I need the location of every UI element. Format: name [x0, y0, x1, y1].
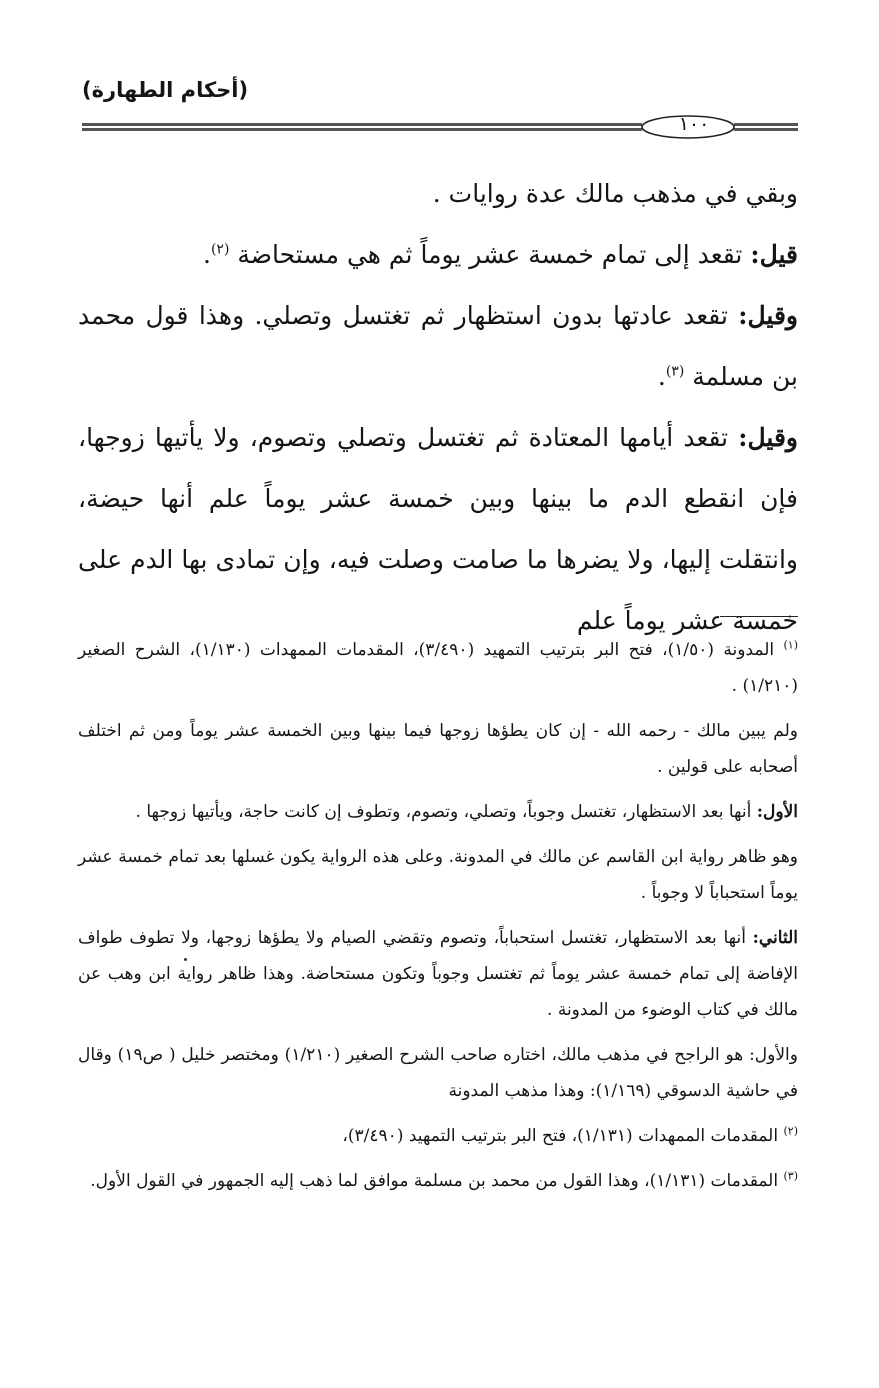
running-header: (أحكام الطهارة)	[82, 78, 249, 102]
footnote-ref: (٢)	[210, 241, 230, 258]
main-text	[78, 163, 798, 651]
footnote-lead: الثاني:	[752, 928, 798, 948]
footnote-3	[78, 1163, 798, 1199]
paragraph-lead: وقيل:	[738, 423, 798, 452]
footnote-1-explanation: وهو ظاهر رواية ابن القاسم عن مالك في المدونة. وعلى هذه الرواية يكون غسلها بعد تمام خمسة عشر يوماً استحباباً لا وجوباً .	[78, 847, 798, 903]
page-number: ١٠٠	[678, 113, 710, 135]
footnote-1	[78, 632, 798, 704]
footnote-2	[78, 1118, 798, 1154]
footnote-number: (١)	[783, 638, 798, 652]
paragraph-end: .	[657, 362, 666, 391]
footnote-text: أنها بعد الاستظهار، تغتسل استحباباً، وتصوم وتقضي الصيام ولا يطؤها زوجها، ولا تطوف طواف الإفاضة إلى تمام خمسة عشر يوماً ثم تغتسل وجوباً وتكون مستحاضة. وهذا ظاهر رواية ابن وهب عن مالك في كتاب الوضوء من المدونة .	[78, 928, 798, 1020]
print-speck	[184, 958, 187, 961]
paragraph-lead: قيل:	[750, 240, 798, 269]
paragraph-3	[78, 285, 798, 407]
footnote-text: المقدمات الممهدات (١/١٣١)، فتح البر بترتيب التمهيد (٣/٤٩٠)،	[342, 1126, 784, 1146]
paragraph-text: تقعد إلى تمام خمسة عشر يوماً ثم هي مستحاضة	[229, 240, 751, 269]
paragraph-text: تقعد عادتها بدون استظهار ثم تغتسل وتصلي. وهذا قول محمد بن مسلمة	[78, 301, 798, 391]
footnote-text: أنها بعد الاستظهار، تغتسل وجوباً، وتصلي، وتصوم، وتطوف إن كانت حاجة، ويأتيها زوجها .	[135, 802, 757, 822]
paragraph-text: تقعد أيامها المعتادة ثم تغتسل وتصلي وتصوم، ولا يأتيها زوجها، فإن انقطع الدم ما بينها وبين خمسة عشر يوماً علم أنها حيضة، وانتقلت إليها، ولا يضرها ما صامت وصلت فيه، وإن تمادى بها الدم على خمسة عشر يوماً علم	[78, 423, 798, 635]
paragraph-2	[78, 224, 798, 285]
footnote-1-first-opinion	[78, 794, 798, 830]
footnote-1-conclusion: والأول: هو الراجح في مذهب مالك، اختاره صاحب الشرح الصغير (١/٢١٠) ومختصر خليل ( ص١٩) وقال في حاشية الدسوقي (١/١٦٩): وهذا مذهب المدونة	[78, 1045, 798, 1101]
footnote-text: المقدمات (١/١٣١)، وهذا القول من محمد بن مسلمة موافق لما ذهب إليه الجمهور في القول الأول.	[90, 1171, 784, 1191]
footnote-text: المدونة (١/٥٠)، فتح البر بترتيب التمهيد (٣/٤٩٠)، المقدمات الممهدات (١/١٣٠)، الشرح الصغير (١/٢١٠) .	[78, 640, 798, 696]
footnote-separator	[720, 616, 798, 617]
paragraph-lead: وقيل:	[738, 301, 798, 330]
paragraph-end: .	[203, 240, 211, 269]
footnote-lead: الأول:	[756, 802, 798, 822]
footnote-ref: (٣)	[665, 363, 685, 380]
footnote-1-second-opinion	[78, 920, 798, 1028]
footnotes	[78, 632, 798, 1208]
footnote-number: (٣)	[783, 1169, 798, 1183]
paragraph-4	[78, 407, 798, 651]
footnote-number: (٢)	[783, 1124, 798, 1138]
footnote-1-continuation: ولم يبين مالك - رحمه الله - إن كان يطؤها زوجها فيما بينها وبين الخمسة عشر يوماً ومن ثم اختلف أصحابه على قولين .	[78, 721, 798, 777]
paragraph-1: وبقي في مذهب مالك عدة روايات .	[432, 179, 798, 208]
